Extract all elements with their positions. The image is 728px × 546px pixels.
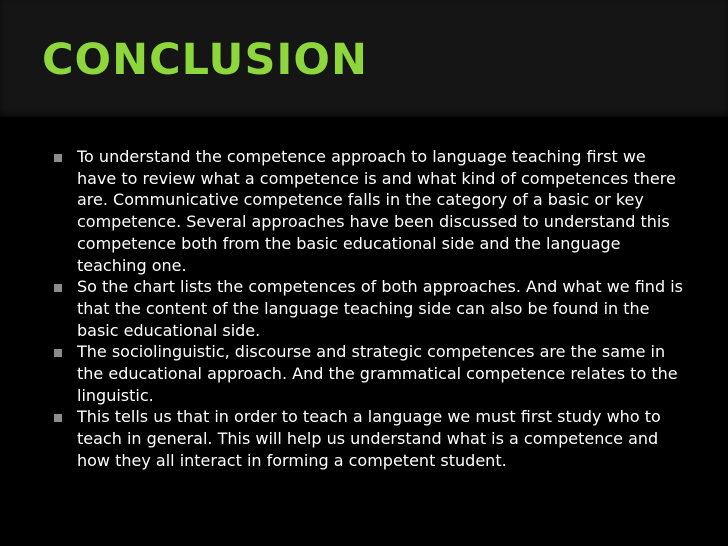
- bullet-item: [50, 146, 690, 276]
- bullet-text: The sociolinguistic, discourse and strategic competences are the same in the educational approach. And the grammatical competence relates to the linguistic.: [77, 342, 678, 405]
- bullet-item: [50, 341, 690, 406]
- title-bar: [0, 0, 728, 117]
- bullet-text: This tells us that in order to teach a language we must first study who to teach in general. This will help us understand what is a competence and how they all interact in forming a competent student.: [77, 407, 661, 470]
- bullet-item: [50, 406, 690, 471]
- square-bullet-icon: [54, 414, 62, 422]
- bullet-item: [50, 276, 690, 341]
- square-bullet-icon: [54, 154, 62, 162]
- slide-title: CONCLUSION: [42, 35, 368, 85]
- bullet-list: [50, 146, 690, 472]
- square-bullet-icon: [54, 349, 62, 357]
- bullet-text: So the chart lists the competences of both approaches. And what we find is that the content of the language teaching side can also be found in the basic educational side.: [77, 277, 683, 340]
- square-bullet-icon: [54, 284, 62, 292]
- bullet-text: To understand the competence approach to language teaching first we have to review what a competence is and what kind of competences there are. Communicative competence falls in the category of a basic or key competence. Several approaches have been discussed to understand this competence both from the basic educational side and the language teaching one.: [77, 147, 676, 275]
